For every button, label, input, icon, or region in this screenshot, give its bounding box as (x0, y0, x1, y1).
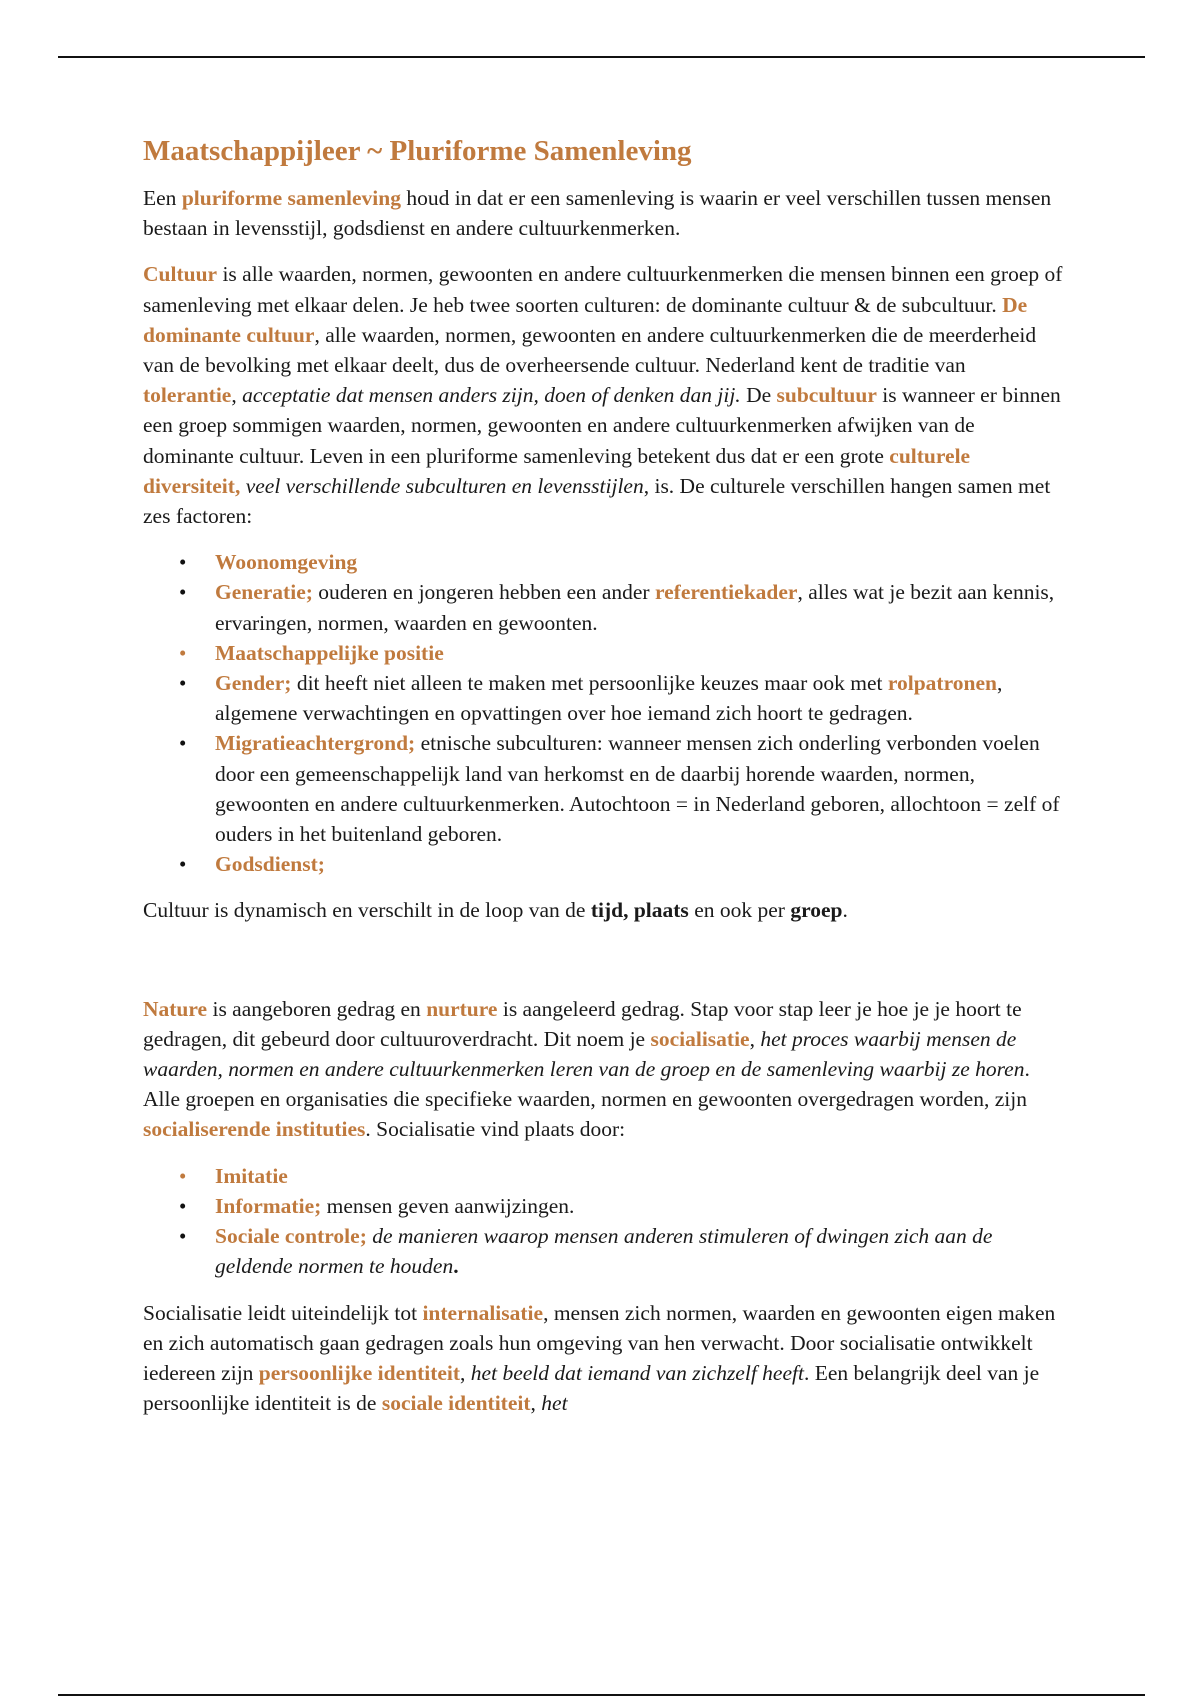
text: is aangeboren gedrag en (207, 996, 427, 1021)
term-gender: Gender; (215, 671, 292, 696)
text: , alles wat je bezit aan kennis, ervaringen, normen, waarden en gewoonten. (215, 580, 1055, 635)
list-item (215, 1221, 1063, 1281)
text: en ook per (688, 898, 791, 923)
text: . (453, 1254, 459, 1279)
text: , (460, 1360, 471, 1385)
term-woonomgeving: Woonomgeving (215, 550, 358, 575)
text: , alle waarden, normen, gewoonten en andere cultuurkenmerken die de meerderheid van de bevolking met elkaar deelt, dus de overheersende cultuur. Nederland kent de traditie van (143, 322, 1037, 378)
definition-sociale-identiteit: het (541, 1391, 568, 1416)
text: . Alle groepen en organisaties die specifieke waarden, normen en gewoonten overgedragen worden, zijn (143, 1057, 1030, 1112)
list-item (215, 1191, 1063, 1221)
header-rule (58, 56, 1145, 58)
text: . (842, 898, 848, 923)
term-imitatie: Imitatie (215, 1163, 288, 1188)
term-nurture: nurture (426, 996, 498, 1021)
term-subcultuur: subcultuur (776, 383, 877, 408)
socialisation-methods-list (143, 1161, 1063, 1282)
definition-persoonlijke-identiteit: het beeld dat iemand van zichzelf heeft (470, 1360, 804, 1385)
text: is alle waarden, normen, gewoonten en andere cultuurkenmerken die mensen binnen een groep of samenleving met elkaar delen. Je heb twee soorten culturen: de dominante cultuur & de subcultuur. (143, 262, 1063, 317)
paragraph-dynamisch (143, 895, 1063, 925)
list-item (215, 547, 1063, 577)
text: Socialisatie leidt uiteindelijk tot (143, 1300, 423, 1325)
term-nature: Nature (143, 996, 208, 1021)
text: etnische subculturen: wanneer mensen zich onderling verbonden voelen door een gemeenschappelijk land van herkomst en de daarbij horende waarden, normen, gewoonten en andere cultuurkenmerken. Autochtoon = in Nederland geboren, allochtoon = zelf of ouders in het buitenland geboren. (215, 731, 1060, 847)
paragraph-cultuur (143, 259, 1063, 531)
text: ouderen en jongeren hebben een ander (312, 580, 655, 605)
text: , mensen zich normen, waarden en gewoonten eigen maken en zich automatisch gaan gedragen zoals hun omgeving van hen verwacht. Door socialisatie ontwikkelt iedereen zijn (143, 1300, 1056, 1385)
term-rolpatronen: rolpatronen (887, 671, 997, 696)
text: , algemene verwachtingen en opvattingen over hoe iemand zich hoort te gedragen. (215, 671, 1003, 726)
factors-list (143, 547, 1063, 879)
term-sociale-controle: Sociale controle; (215, 1224, 367, 1249)
term-pluriforme-samenleving: pluriforme samenleving (181, 186, 401, 210)
text: is wanneer er binnen een groep sommigen waarden, normen, gewoonten en andere cultuurkenmerken afwijken van de dominante cultuur. Leven in een pluriforme samenleving betekent dus dat er een grote (143, 383, 1061, 468)
paragraph-internalisatie (143, 1298, 1063, 1419)
list-item (215, 728, 1063, 849)
term-maatschappelijke-positie: Maatschappelijke positie (215, 640, 444, 665)
text: , (530, 1391, 542, 1416)
definition-sociale-controle: de manieren waarop mensen anderen stimuleren of dwingen zich aan de geldende normen te houden (215, 1224, 993, 1279)
bold-tijd-plaats: tijd, plaats (590, 898, 689, 923)
text: , is. De culturele verschillen hangen samen met zes factoren: (143, 473, 1051, 529)
text: , (231, 383, 243, 408)
text: . Socialisatie vind plaats door: (365, 1117, 626, 1142)
text: is aangeleerd gedrag. Stap voor stap leer je hoe je je hoort te gedragen, dit gebeurd door cultuuroverdracht. Dit noem je (143, 996, 1022, 1051)
text: Cultuur is dynamisch en verschilt in de loop van de (143, 898, 591, 923)
text: Een (143, 186, 182, 210)
term-dominante-cultuur: De dominante cultuur (143, 292, 1028, 347)
term-sociale-identiteit: sociale identiteit (381, 1391, 531, 1416)
text: dit heeft niet alleen te maken met persoonlijke keuzes maar ook met (291, 671, 888, 696)
list-item (215, 638, 1063, 668)
paragraph-nature-nurture (143, 994, 1063, 1145)
list-item (215, 668, 1063, 728)
term-persoonlijke-identiteit: persoonlijke identiteit (258, 1360, 461, 1385)
list-item (215, 577, 1063, 637)
paragraph-pluriforme (143, 183, 1063, 243)
list-item (215, 849, 1063, 879)
term-internalisatie: internalisatie (422, 1300, 544, 1325)
text: houd in dat er een samenleving is waarin er veel verschillen tussen mensen bestaan in levensstijl, godsdienst en andere cultuurkenmerken. (143, 186, 1052, 241)
spacer (143, 942, 1063, 994)
term-socialiserende-instituties: socialiserende instituties (143, 1117, 366, 1142)
text: mensen geven aanwijzingen. (321, 1193, 575, 1218)
definition-socialisatie: het proces waarbij mensen de waarden, normen en andere cultuurkenmerken leren van de groep en de samenleving waarbij ze horen (143, 1026, 1025, 1082)
text: De (740, 383, 777, 408)
text: . Een belangrijk deel van je persoonlijke identiteit is de (143, 1360, 1040, 1416)
term-generatie: Generatie; (215, 580, 313, 605)
footer-rule (58, 1694, 1145, 1696)
text: , (749, 1026, 761, 1051)
term-tolerantie: tolerantie (143, 383, 232, 408)
term-culturele-diversiteit: culturele diversiteit, (143, 443, 971, 498)
term-referentiekader: referentiekader (654, 580, 798, 605)
term-cultuur: Cultuur (143, 262, 218, 287)
term-socialisatie: socialisatie (650, 1026, 750, 1051)
document-body (143, 133, 1063, 1434)
bold-groep: groep (790, 898, 843, 923)
definition-tolerantie: acceptatie dat mensen anders zijn, doen of denken dan jij. (242, 383, 741, 408)
term-migratieachtergrond: Migratieachtergrond; (215, 731, 416, 756)
definition-diversiteit: veel verschillende subculturen en levensstijlen (245, 473, 644, 498)
term-informatie: Informatie; (215, 1193, 322, 1218)
page-title: Maatschappijleer ~ Pluriforme Samenleving (143, 135, 692, 167)
list-item (215, 1161, 1063, 1191)
term-godsdienst: Godsdienst; (215, 852, 325, 877)
